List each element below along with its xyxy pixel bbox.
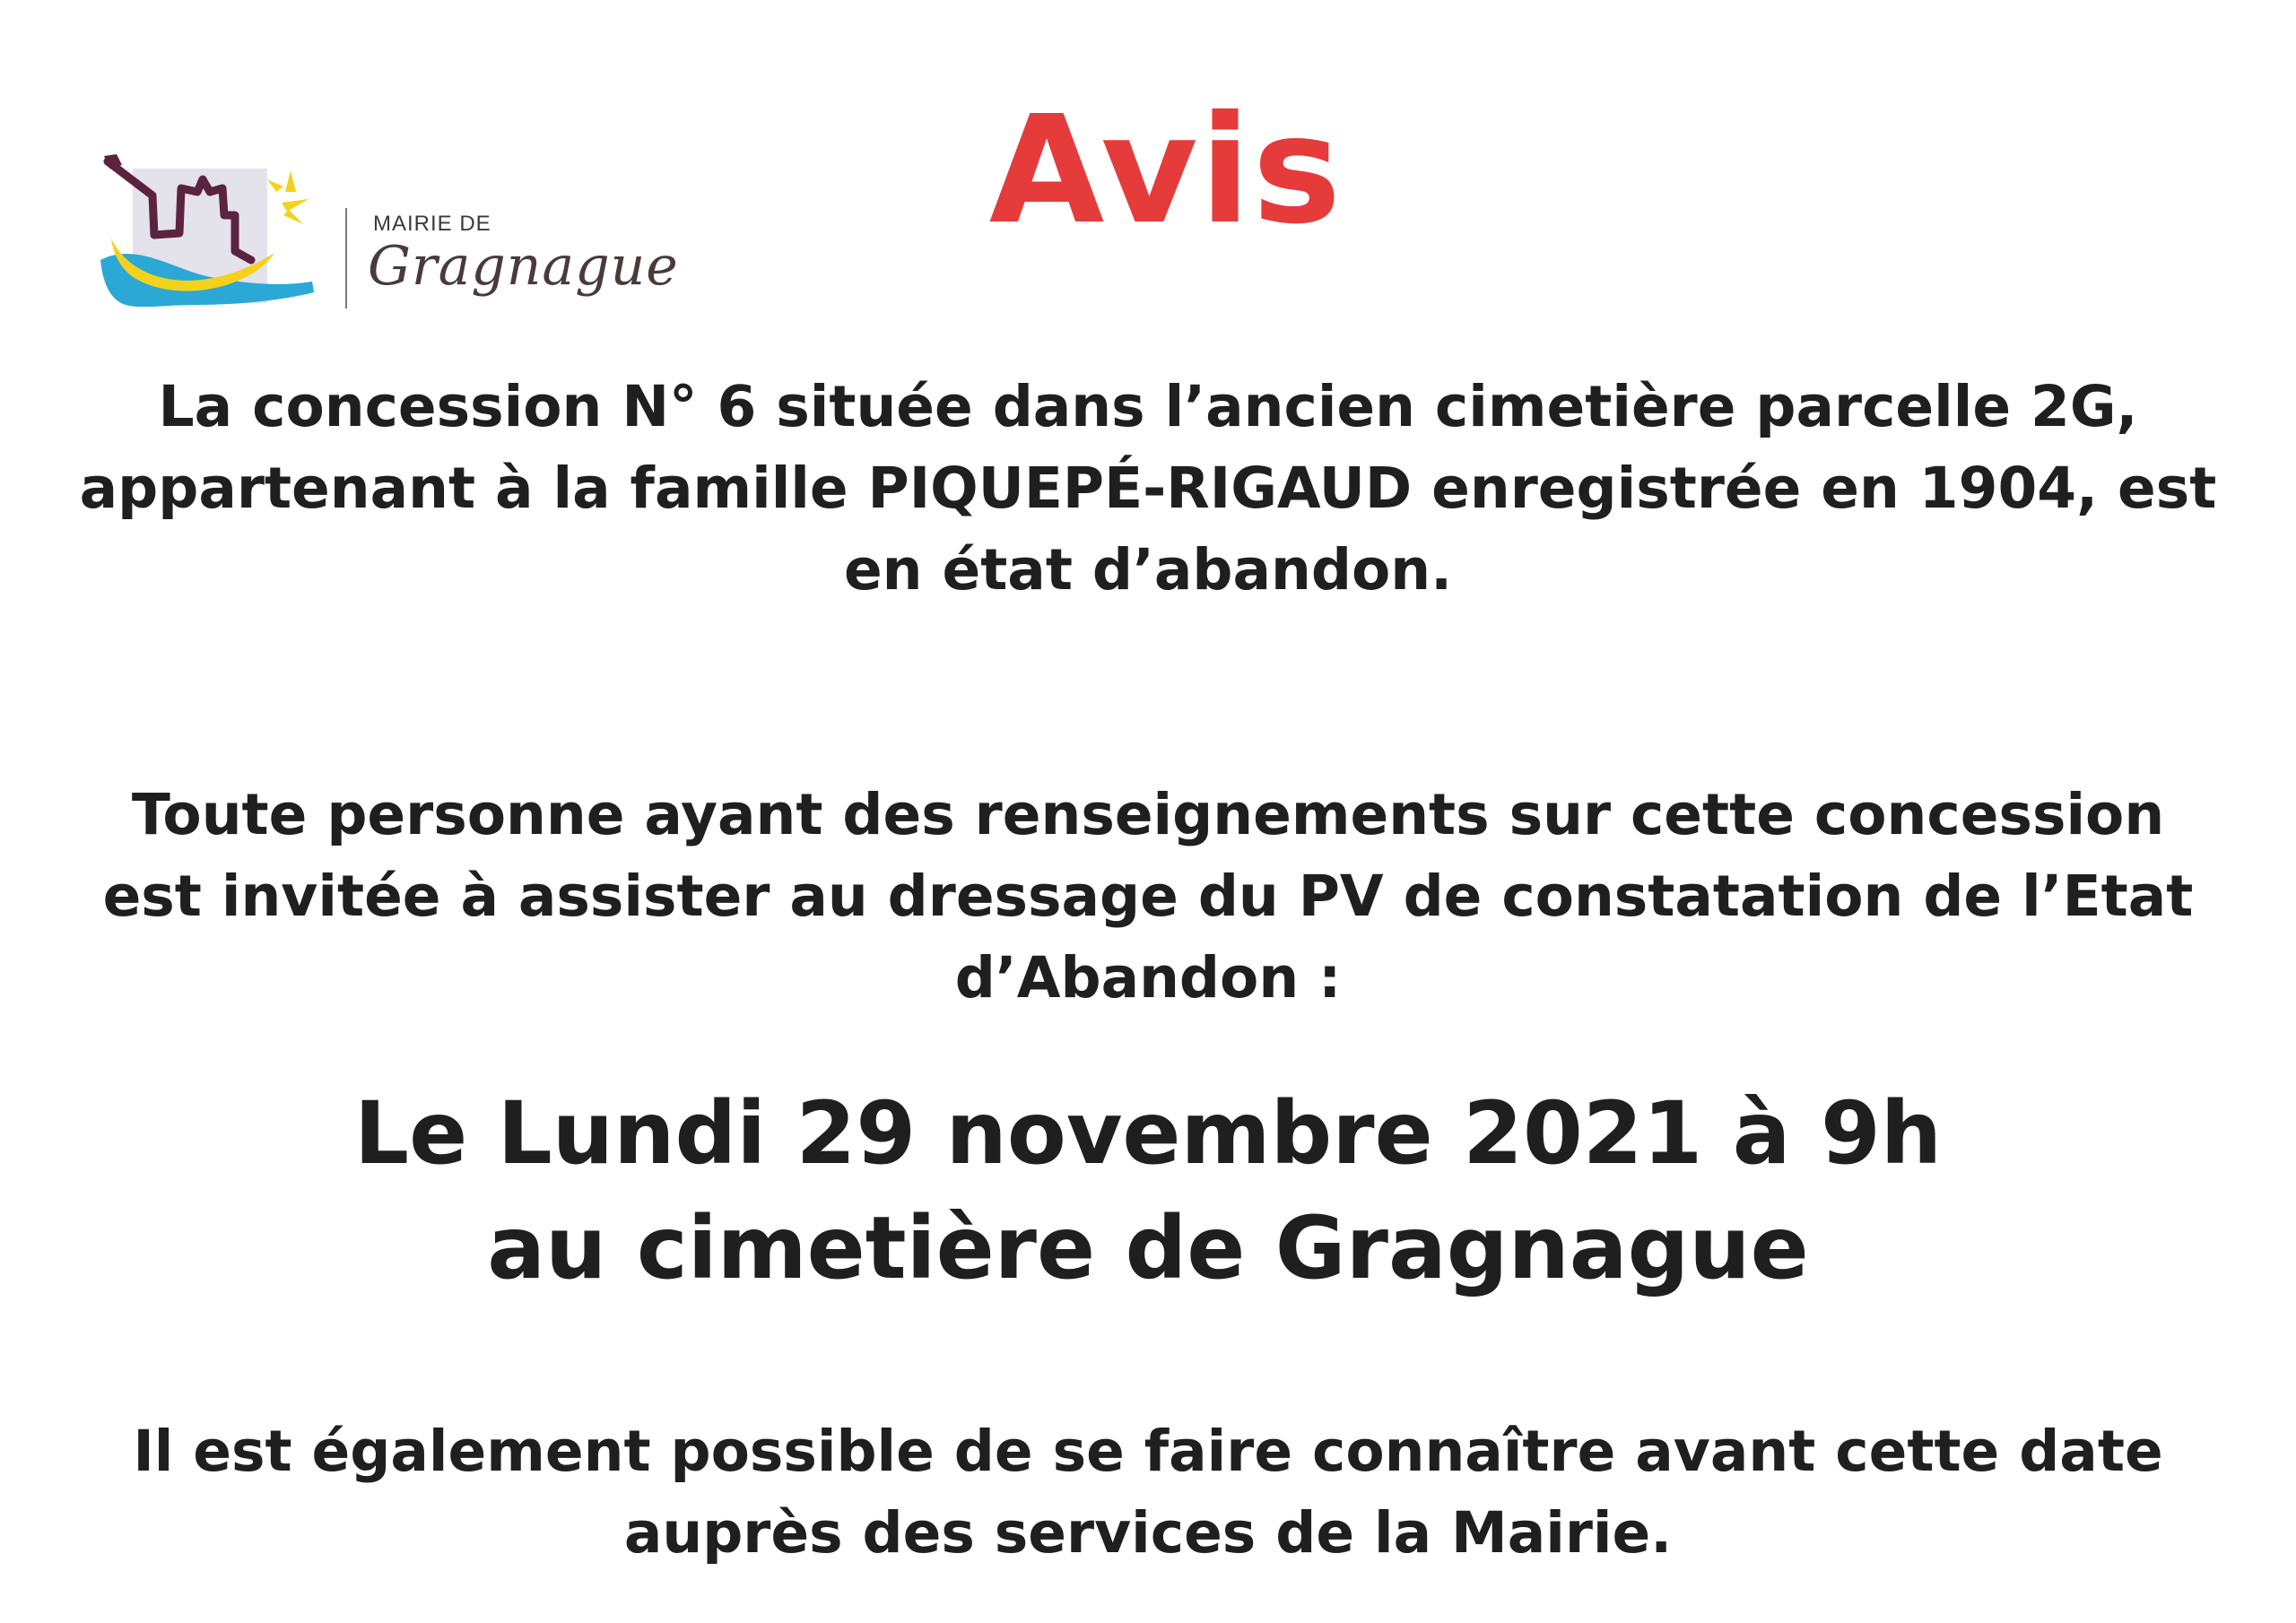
paragraph-line: en état d’abandon. — [843, 537, 1453, 603]
paragraph-line: Toute personne ayant des renseignements sur cette concession — [131, 782, 2165, 847]
paragraph-line: auprès des services de la Mairie. — [623, 1500, 1673, 1566]
paragraph-line: est invitée à assister au dressage du PV de constatation de l’Etat — [102, 864, 2194, 929]
logo-town-name: Gragnague — [368, 235, 679, 298]
paragraph-invitation — [72, 774, 2224, 1019]
mairie-logo — [99, 152, 682, 332]
paragraph-contact — [72, 1410, 2224, 1574]
paragraph-line: La concession N° 6 située dans l’ancien cimetière parcelle 2G, — [158, 374, 2138, 439]
event-location: au cimetière de Gragnague — [487, 1198, 1809, 1298]
event-date: Le Lundi 29 novembre 2021 à 9h — [353, 1083, 1943, 1184]
paragraph-line: d’Abandon : — [954, 945, 1342, 1011]
village-emblem-icon — [99, 152, 341, 332]
paragraph-line: Il est également possible de se faire connaître avant cette date — [133, 1419, 2163, 1484]
paragraph-concession — [72, 366, 2224, 611]
paragraph-line: appartenant à la famille PIQUEPÉ-RIGAUD enregistrée en 1904, est — [79, 456, 2217, 521]
event-date-location — [72, 1076, 2224, 1306]
logo-divider — [345, 208, 347, 308]
notice-title: Avis — [988, 84, 1344, 257]
logo-small-text: MAIRIE DE — [373, 212, 491, 236]
